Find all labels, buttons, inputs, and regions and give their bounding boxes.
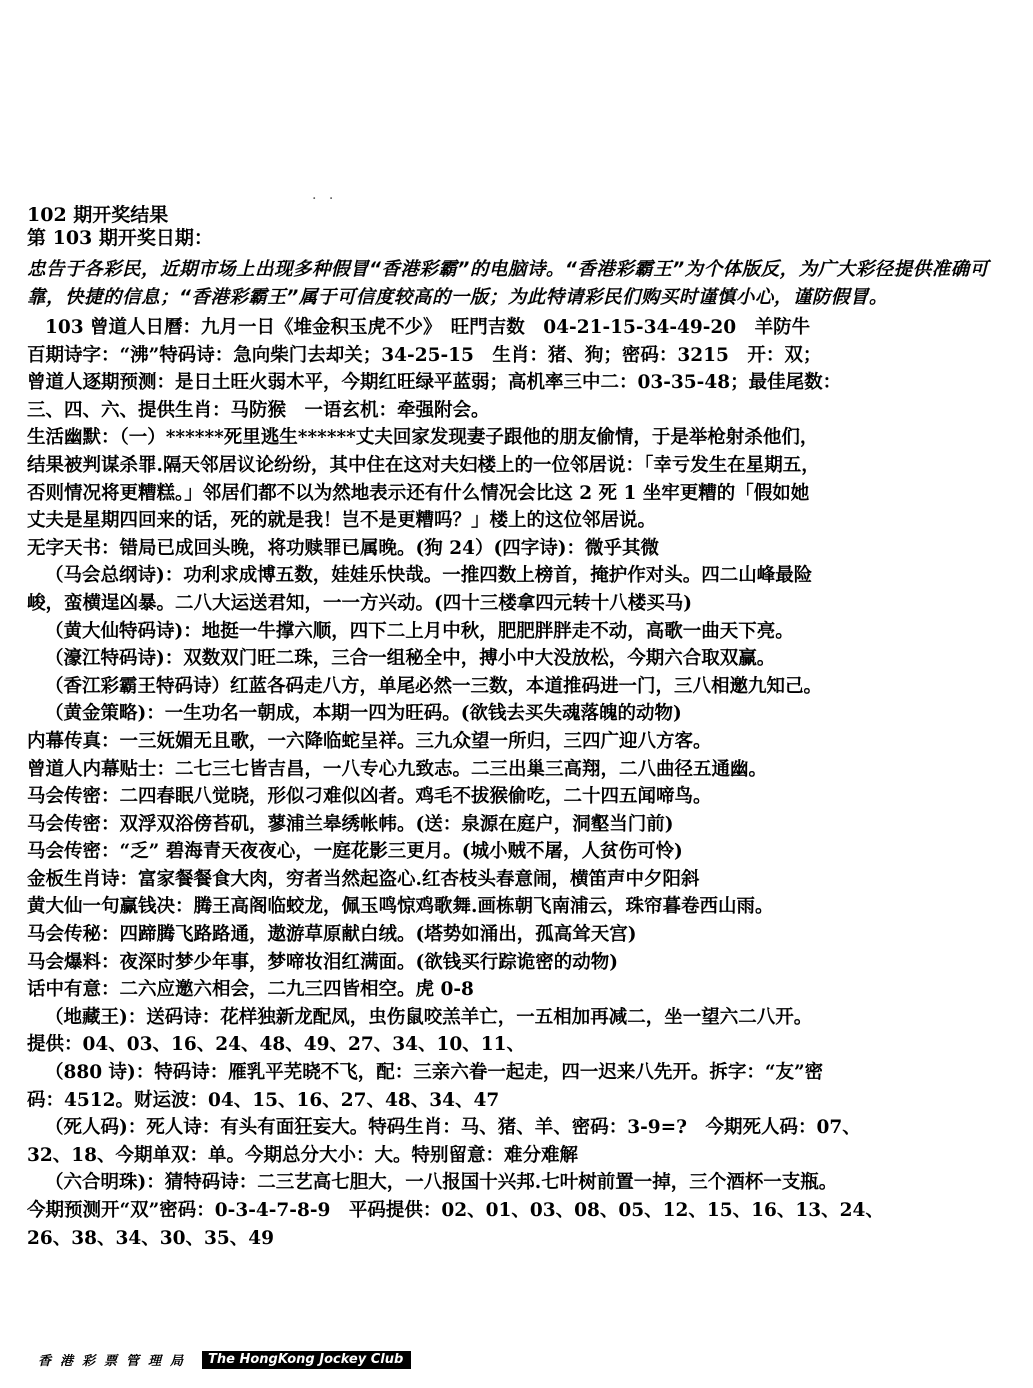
- content-line: 否则情况将更糟糕。」邻居们都不以为然地表示还有什么情况会比这 2 死 1 坐牢更糟的「假如她: [27, 482, 810, 504]
- footer-banner: [38, 1350, 411, 1369]
- draw-date-heading: 第 103 期开奖日期：: [27, 227, 213, 249]
- content-line: 提供：04、03、16、24、48、49、27、34、10、11、: [27, 1034, 525, 1056]
- content-line: 黄大仙一句赢钱决：腾王高阁临蛟龙，佩玉鸣惊鸡歌舞.画栋朝飞南浦云，珠帘暮卷西山雨。: [27, 896, 774, 918]
- content-line: 码：4512。财运波：04、15、16、27、48、34、47: [27, 1089, 500, 1111]
- content-line: （地藏王)：送码诗：花样独新龙配凤，虫伤鼠咬羔羊亡，一五相加再减二，坐一望六二八开。: [45, 1006, 813, 1028]
- content-line: （880 诗)：特码诗：雁乳平芜晓不飞，配：三亲六眷一起走，四一迟来八先开。拆字：“友”密: [45, 1062, 824, 1084]
- content-line: （黄金策略)：一生功名一朝成，本期一四为旺码。(欲钱去买失魂落魄的动物): [45, 703, 682, 725]
- scan-speck: . .: [312, 187, 338, 203]
- content-line: 结果被判谋杀罪.隔天邻居议论纷纷，其中住在这对夫妇楼上的一位邻居说：「幸亏发生在星期五，: [27, 454, 820, 476]
- footer-chinese-logo: 香港彩票管理局: [38, 1354, 193, 1369]
- content-line: 峻，蛮横逞凶暴。二八大运送君知，一一方兴动。(四十三楼拿四元转十八楼买马): [27, 592, 693, 614]
- content-line: 话中有意：二六应邀六相会，二九三四皆相空。虎 0-8: [27, 979, 474, 1001]
- result-heading: 102 期开奖结果: [27, 204, 169, 226]
- content-line: 马会传秘：四蹄腾飞路路通，遨游草原献白绒。(塔势如涌出，孤高耸天宫): [27, 924, 637, 946]
- content-line: 生活幽默：（一）******死里逃生******丈夫回家发现妻子跟他的朋友偷情，于是举枪射杀他们，: [27, 427, 819, 449]
- content-line: （香江彩霸王特码诗）红蓝各码走八方，单尾必然一三数，本道推码进一门，三八相邀九知己。: [45, 675, 823, 697]
- content-line: 马会传密：“乏” 碧海青天夜夜心，一庭花影三更月。(城小贼不屠，人贫伤可怜): [27, 841, 683, 863]
- content-line: 26、38、34、30、35、49: [27, 1227, 274, 1249]
- content-line: （濠江特码诗)：双数双门旺二珠，三合一组秘全中，搏小中大没放松，今期六合取双赢。: [45, 648, 776, 670]
- content-line: （死人码)：死人诗：有头有面狂妄大。特码生肖：马、猪、羊、密码：3-9=? 今期死人码：07、: [45, 1117, 861, 1139]
- content-line: 今期预测开“双”密码：0-3-4-7-8-9 平码提供：02、01、03、08、05、12、15、16、13、24、: [27, 1200, 884, 1221]
- content-line: 马会传密：二四春眠八觉晓，形似刁难似凶者。鸡毛不拔猴偷吃，二十四五闻啼鸟。: [27, 786, 712, 808]
- content-line: （马会总纲诗)：功利求成博五数，娃娃乐快哉。一推四数上榜首，掩护作对头。四二山峰最险: [45, 565, 813, 587]
- footer-jockey-club-logo: The HongKong Jockey Club: [202, 1351, 411, 1369]
- content-line: 丈夫是星期四回来的话，死的就是我！岂不是更糟吗？」楼上的这位邻居说。: [27, 510, 657, 532]
- content-line: 三、四、六、提供生肖：马防猴 一语玄机：牵强附会。: [27, 399, 490, 421]
- content-line: 曾道人逐期预测：是日土旺火弱木平，今期红旺绿平蓝弱；高机率三中二：03-35-48；最佳尾数：: [27, 372, 842, 394]
- content-line: 曾道人内幕贴士：二七三七皆吉昌，一八专心九致志。二三出巢三高翔，二八曲径五通幽。: [27, 758, 768, 780]
- content-line: （黄大仙特码诗)：地挺一牛撑六顺，四下二上月中秋，肥肥胖胖走不动，高歌一曲天下亮。: [45, 620, 794, 642]
- content-line: 32、18、今期单双：单。今期总分大小：大。特别留意：难分难解: [27, 1144, 578, 1166]
- content-lines: [27, 314, 1017, 1252]
- content-line: （六合明珠)：猜特码诗：二三艺高七胆大，一八报国十兴邦.七叶树前置一掉，三个酒杯一支瓶。: [45, 1172, 838, 1194]
- content-line: 马会传密：双浮双浴傍苔矶，蓼浦兰皋绣帐帏。(送：泉源在庭户，洞壑当门前): [27, 813, 674, 835]
- content-line: 内幕传真：一三妩媚无且歌，一六降临蛇呈祥。三九众望一所归，三四广迎八方客。: [27, 730, 712, 752]
- content-line: 马会爆料：夜深时梦少年事，梦啼妆泪红满面。(欲钱买行踪诡密的动物): [27, 951, 619, 973]
- document-body: [27, 204, 1017, 1252]
- content-line: 百期诗字：“沸”特码诗：急向柴门去却关；34-25-15 生肖：猪、狗；密码：3215 开：双；: [27, 344, 822, 366]
- content-line: 无字天书：错局已成回头晚，将功赎罪已属晚。(狗 24）(四字诗)：微乎其微: [27, 537, 659, 559]
- content-line: 金板生肖诗：富家餐餐食大肉，穷者当然起盗心.红杏枝头春意闹，横笛声中夕阳斜: [27, 868, 700, 890]
- warning-notice: 忠告于各彩民，近期市场上出现多种假冒“香港彩霸”的电脑诗。“香港彩霸王”为个体版反，为广大彩径提供准确可靠，快捷的信息；“香港彩霸王”属于可信度较高的一版；为此特请彩民们购买时谨慎小心，谨防假冒。: [27, 259, 989, 308]
- content-line: 103 曾道人日曆：九月一日《堆金积玉虎不少》 旺門吉数 04-21-15-34-49-20 羊防牛: [45, 317, 811, 338]
